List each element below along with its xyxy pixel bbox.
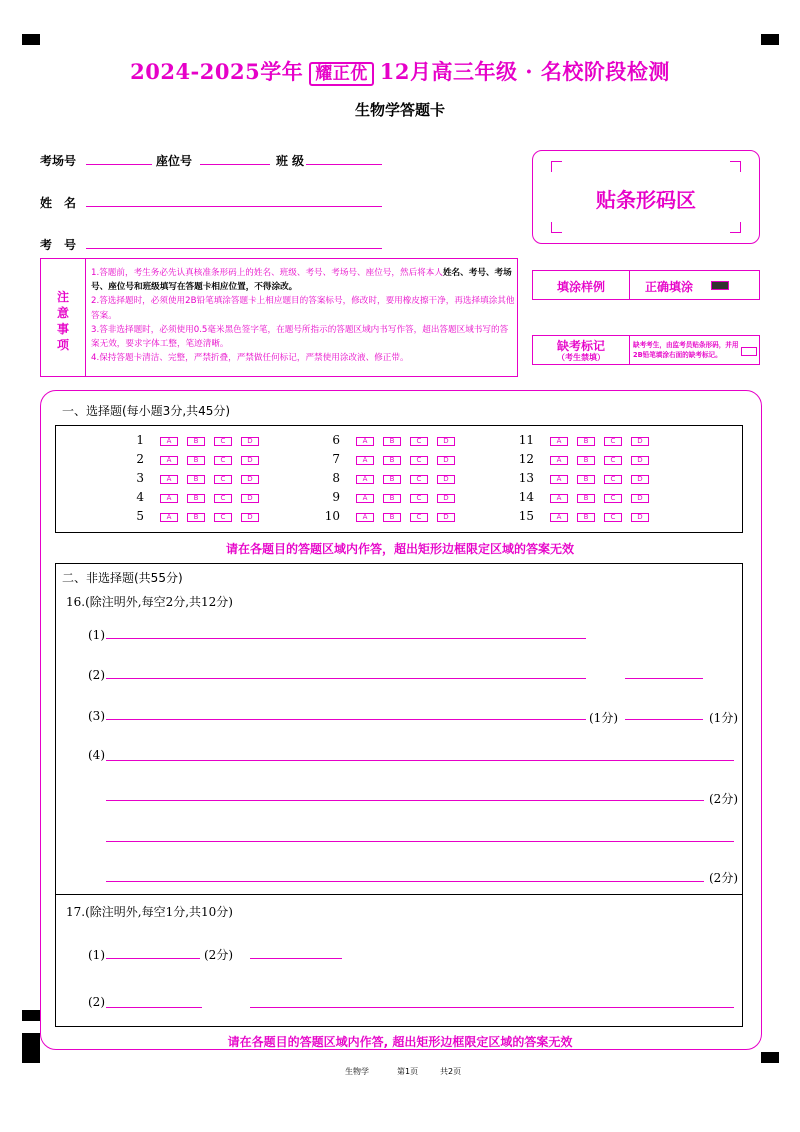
registration-mark-bottom-left bbox=[22, 1010, 40, 1021]
choice-option-bubble[interactable]: D bbox=[241, 513, 259, 522]
q17-title: 17.(除注明外,每空1分,共10分) bbox=[66, 905, 233, 919]
choice-option-bubble[interactable]: B bbox=[383, 494, 401, 503]
choice-option-bubble[interactable]: B bbox=[577, 513, 595, 522]
choice-question-number: 2 bbox=[136, 452, 144, 466]
footer-total: 共2页 bbox=[440, 1067, 462, 1076]
choice-option-bubble[interactable]: A bbox=[550, 494, 568, 503]
q16-points-3b: (1分) bbox=[709, 711, 738, 725]
choice-question-number: 5 bbox=[136, 509, 144, 523]
choice-option-bubble[interactable]: D bbox=[241, 456, 259, 465]
choice-option-bubble[interactable]: D bbox=[437, 494, 455, 503]
absent-label: 缺考标记 bbox=[556, 339, 605, 353]
name-label: 姓 名 bbox=[40, 196, 77, 210]
choice-option-bubble[interactable]: B bbox=[187, 475, 205, 484]
absent-mark-box[interactable] bbox=[741, 347, 757, 356]
choice-option-bubble[interactable]: C bbox=[214, 456, 232, 465]
choice-option-bubble[interactable]: A bbox=[160, 513, 178, 522]
choice-option-bubble[interactable]: B bbox=[577, 494, 595, 503]
q17-answer-2b[interactable] bbox=[250, 1007, 734, 1008]
notice-title-char: 注 bbox=[56, 290, 69, 304]
fill-sample-label: 填涂样例 bbox=[556, 280, 605, 294]
choice-option-bubble[interactable]: A bbox=[160, 437, 178, 446]
q16-points-4d: (2分) bbox=[709, 871, 738, 885]
choice-option-bubble[interactable]: D bbox=[437, 456, 455, 465]
q16-points-3a: (1分) bbox=[589, 711, 618, 725]
choice-option-bubble[interactable]: B bbox=[577, 456, 595, 465]
corner-bl bbox=[551, 222, 562, 233]
choice-question-number: 11 bbox=[518, 433, 534, 447]
choice-question-number: 13 bbox=[518, 471, 534, 485]
barcode-area bbox=[532, 150, 760, 244]
choice-option-bubble[interactable]: B bbox=[187, 456, 205, 465]
notice-item: 4.保持答题卡清洁、完整，严禁折叠，严禁做任何标记，严禁使用涂改液、修正带。 bbox=[91, 353, 409, 364]
choice-option-bubble[interactable]: C bbox=[604, 437, 622, 446]
choice-option-bubble[interactable]: A bbox=[550, 456, 568, 465]
seat-label: 座位号 bbox=[156, 154, 193, 168]
choice-option-bubble[interactable]: B bbox=[187, 513, 205, 522]
choice-question-number: 1 bbox=[136, 433, 144, 447]
seat-field[interactable] bbox=[200, 164, 270, 165]
choice-option-bubble[interactable]: C bbox=[410, 494, 428, 503]
exam-room-field[interactable] bbox=[86, 164, 152, 165]
q16-label-2: (2) bbox=[88, 668, 105, 682]
registration-mark-top-right bbox=[761, 34, 779, 45]
choice-question-number: 6 bbox=[332, 433, 340, 447]
choice-option-bubble[interactable]: D bbox=[631, 475, 649, 484]
choice-option-bubble[interactable]: B bbox=[577, 437, 595, 446]
choice-option-bubble[interactable]: D bbox=[241, 475, 259, 484]
q16-points-4b: (2分) bbox=[709, 792, 738, 806]
absent-desc: 缺考考生，由监考员贴条形码，并用2B铅笔填涂右面的缺考标记。 bbox=[633, 341, 739, 359]
q16-q17-divider bbox=[55, 894, 743, 895]
choice-option-bubble[interactable]: A bbox=[550, 437, 568, 446]
footer-warning: 请在各题目的答题区域内作答, 超出矩形边框限定区域的答案无效 bbox=[227, 1035, 573, 1049]
choice-question-number: 3 bbox=[136, 471, 144, 485]
q17-answer-1b[interactable] bbox=[250, 958, 342, 959]
registration-mark-bottom-right bbox=[761, 1052, 779, 1063]
fill-sample-divider bbox=[629, 271, 630, 299]
choice-question-number: 8 bbox=[332, 471, 340, 485]
choice-question-number: 15 bbox=[518, 509, 534, 523]
nonchoice-title: 二、非选择题(共55分) bbox=[62, 571, 183, 585]
choice-option-bubble[interactable]: B bbox=[383, 513, 401, 522]
choice-option-bubble[interactable]: C bbox=[410, 456, 428, 465]
choice-question-number: 9 bbox=[332, 490, 340, 504]
choice-option-bubble[interactable]: A bbox=[160, 494, 178, 503]
notice-item: 3.答非选择题时，必须使用0.5毫米黑色签字笔，在题号所指示的答题区域内书写作答，超出答题区域书写的答案无效，要求字体工整，笔迹清晰。 bbox=[91, 324, 509, 350]
notice-item: 1.答题前，考生务必先认真核准条形码上的姓名、班级、考号、考场号、座位号，然后将本人姓名、考号、考场号、座位号和班级填写在答题卡相应位置，不得涂改。 bbox=[91, 268, 512, 293]
q16-answer-1[interactable] bbox=[106, 638, 586, 639]
q16-label-1: (1) bbox=[88, 628, 105, 642]
choice-option-bubble[interactable]: A bbox=[550, 475, 568, 484]
q17-points-1a: (2分) bbox=[204, 948, 233, 962]
choice-option-bubble[interactable]: D bbox=[437, 513, 455, 522]
choice-option-bubble[interactable]: D bbox=[437, 475, 455, 484]
notice-item-bold: 姓名、考号、考场号、座位号和班级填写在答题卡相应位置，不得涂改。 bbox=[91, 268, 512, 293]
q16-answer-3a[interactable] bbox=[106, 719, 586, 720]
choice-question-number: 12 bbox=[518, 452, 534, 466]
corner-br bbox=[730, 222, 741, 233]
choice-option-bubble[interactable]: C bbox=[604, 513, 622, 522]
brand-logo: 耀正优 bbox=[309, 62, 374, 86]
absent-sub: （考生禁填） bbox=[557, 353, 605, 362]
choice-question-number: 14 bbox=[518, 490, 534, 504]
choice-option-bubble[interactable]: B bbox=[187, 494, 205, 503]
corner-tl bbox=[551, 161, 562, 172]
choice-option-bubble[interactable]: C bbox=[410, 475, 428, 484]
choice-question-number: 10 bbox=[324, 509, 340, 523]
q17-answer-1a[interactable] bbox=[106, 958, 200, 959]
class-label: 班级 bbox=[276, 154, 309, 168]
title-year: 2024-2025学年 bbox=[130, 59, 304, 84]
choice-option-bubble[interactable]: A bbox=[356, 494, 374, 503]
choice-option-bubble[interactable]: A bbox=[356, 437, 374, 446]
choice-option-bubble[interactable]: B bbox=[383, 456, 401, 465]
sheet-subtitle: 生物学答题卡 bbox=[354, 101, 445, 119]
q16-answer-3b[interactable] bbox=[625, 719, 703, 720]
fill-correct-mark bbox=[711, 281, 729, 290]
q17-label-1: (1) bbox=[88, 948, 105, 962]
choice-option-bubble[interactable]: B bbox=[577, 475, 595, 484]
notice-item: 2.答选择题时，必须使用2B铅笔填涂答题卡上相应题目的答案标号，修改时，要用橡皮擦干净，再选择填涂其他答案。 bbox=[91, 296, 515, 321]
choice-option-bubble[interactable]: D bbox=[437, 437, 455, 446]
choice-option-bubble[interactable]: D bbox=[631, 513, 649, 522]
choice-option-bubble[interactable]: D bbox=[631, 494, 649, 503]
choice-option-bubble[interactable]: D bbox=[241, 494, 259, 503]
choice-question-number: 7 bbox=[332, 452, 340, 466]
footer-page: 第1页 bbox=[397, 1067, 419, 1076]
page-title bbox=[0, 56, 800, 86]
choice-question-number: 4 bbox=[136, 490, 144, 504]
q16-answer-4d[interactable] bbox=[106, 881, 704, 882]
notice-title-char: 事 bbox=[56, 322, 69, 336]
q17-label-2: (2) bbox=[88, 995, 105, 1009]
choice-option-bubble[interactable]: B bbox=[383, 475, 401, 484]
choice-title: 一、选择题(每小题3分,共45分) bbox=[62, 404, 231, 418]
q16-answer-2b[interactable] bbox=[625, 678, 703, 679]
choice-option-bubble[interactable]: B bbox=[383, 437, 401, 446]
absent-divider bbox=[629, 336, 630, 364]
choice-option-bubble[interactable]: C bbox=[410, 437, 428, 446]
absent-box bbox=[532, 335, 760, 365]
choice-option-bubble[interactable]: C bbox=[214, 475, 232, 484]
choice-option-bubble[interactable]: C bbox=[214, 437, 232, 446]
class-field[interactable] bbox=[306, 164, 382, 165]
q16-answer-4b[interactable] bbox=[106, 800, 704, 801]
choice-option-bubble[interactable]: A bbox=[356, 513, 374, 522]
choice-option-bubble[interactable]: D bbox=[631, 456, 649, 465]
choice-option-bubble[interactable]: D bbox=[631, 437, 649, 446]
notice-title-char: 项 bbox=[56, 338, 69, 352]
number-label: 考 号 bbox=[40, 238, 77, 252]
choice-box bbox=[55, 425, 743, 533]
choice-option-bubble[interactable]: A bbox=[550, 513, 568, 522]
q16-label-4: (4) bbox=[88, 748, 105, 762]
name-field[interactable] bbox=[86, 206, 382, 207]
registration-mark-top-left bbox=[22, 34, 40, 45]
title-exam: 12月高三年级 · 名校阶段检测 bbox=[379, 59, 670, 84]
q16-answer-4a[interactable] bbox=[106, 760, 734, 761]
notice-title-char: 意 bbox=[56, 306, 69, 320]
choice-option-bubble[interactable]: C bbox=[604, 494, 622, 503]
choice-option-bubble[interactable]: C bbox=[604, 475, 622, 484]
choice-option-bubble[interactable]: C bbox=[214, 494, 232, 503]
choice-option-bubble[interactable]: A bbox=[356, 456, 374, 465]
choice-option-bubble[interactable]: A bbox=[356, 475, 374, 484]
q17-answer-2a[interactable] bbox=[106, 1007, 202, 1008]
number-field[interactable] bbox=[86, 248, 382, 249]
fill-correct-label: 正确填涂 bbox=[645, 280, 694, 294]
choice-option-bubble[interactable]: C bbox=[604, 456, 622, 465]
choice-option-bubble[interactable]: A bbox=[160, 456, 178, 465]
choice-option-bubble[interactable]: B bbox=[187, 437, 205, 446]
barcode-label: 贴条形码区 bbox=[596, 188, 696, 212]
choice-warning: 请在各题目的答题区域内作答，超出矩形边框限定区域的答案无效 bbox=[225, 542, 574, 556]
q16-answer-2a[interactable] bbox=[106, 678, 586, 679]
notice-title-cell bbox=[41, 259, 86, 376]
footer-subject: 生物学 bbox=[345, 1067, 369, 1076]
choice-option-bubble[interactable]: C bbox=[410, 513, 428, 522]
q16-label-3: (3) bbox=[88, 709, 105, 723]
choice-option-bubble[interactable]: A bbox=[160, 475, 178, 484]
q16-answer-4c[interactable] bbox=[106, 841, 734, 842]
corner-tr bbox=[730, 161, 741, 172]
choice-option-bubble[interactable]: C bbox=[214, 513, 232, 522]
fill-sample-box bbox=[532, 270, 760, 300]
q16-title: 16.(除注明外,每空2分,共12分) bbox=[66, 595, 233, 609]
choice-option-bubble[interactable]: D bbox=[241, 437, 259, 446]
notice-box bbox=[40, 258, 518, 377]
exam-room-label: 考场号 bbox=[40, 154, 77, 168]
notice-text bbox=[91, 266, 515, 365]
